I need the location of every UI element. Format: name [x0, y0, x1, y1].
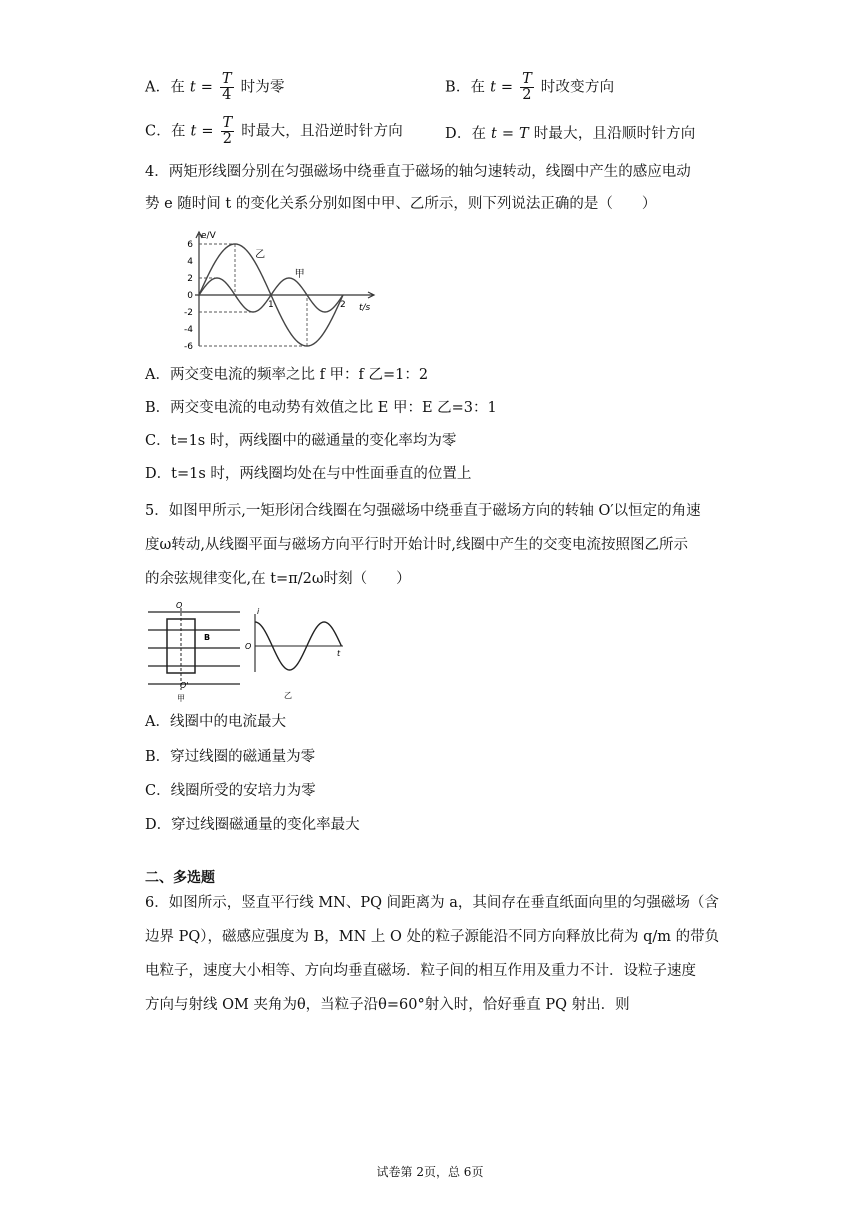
fig-label-o-top: O — [176, 601, 183, 610]
q3-var-t: t — [491, 126, 498, 142]
q3-option-b-suffix: 时改变方向 — [540, 79, 615, 96]
fig-label-yi: 乙 — [284, 691, 292, 700]
q3-option-b-prefix: B．在 — [445, 79, 486, 96]
q4-stem-line2: 势 e 随时间 t 的变化关系分别如图中甲、乙所示，则下列说法正确的是（ ） — [145, 196, 657, 212]
q5-fig-yi — [255, 614, 343, 672]
q3-option-c-prefix: C．在 — [145, 123, 186, 140]
q5-option-b: B．穿过线圈的磁通量为零 — [145, 749, 316, 765]
q3-option-c-fraction — [221, 116, 235, 147]
q5-figure — [140, 600, 355, 705]
q3-option-a-fraction — [220, 72, 234, 103]
q6-line4: 方向与射线 OM 夹角为θ，当粒子沿θ=60°射入时，恰好垂直 PQ 射出．则 — [145, 997, 630, 1013]
q3-option-a-suffix: 时为零 — [240, 79, 285, 96]
frac-num: T — [222, 115, 233, 131]
q5-option-c: C．线圈所受的安培力为零 — [145, 783, 316, 799]
q4-option-d: D．t=1s 时，两线圈均处在与中性面垂直的位置上 — [145, 466, 472, 482]
q5-fig-jia — [148, 608, 240, 690]
q3-var-t: t — [189, 79, 196, 96]
frac-num: T — [221, 71, 232, 87]
series-jia-label: 甲 — [294, 269, 305, 281]
frac-den: 2 — [522, 87, 532, 103]
x-tick-label: 2 — [340, 300, 346, 310]
y-tick-label: -4 — [184, 325, 193, 335]
q3-option-b: B．在 t = $\frac{T}{2}$ 时改变方向 — [445, 71, 615, 103]
q4-option-a: A．两交变电流的频率之比 f 甲：f 乙=1：2 — [145, 367, 429, 383]
q3-option-d: D．在 t = T 时最大，且沿顺时针方向 — [445, 126, 696, 142]
q3-option-b-fraction — [520, 72, 534, 103]
fig-label-o: O — [245, 642, 252, 651]
q3-var-t: t — [190, 123, 197, 140]
frac-den: 2 — [222, 131, 233, 147]
q4-chart — [175, 228, 380, 350]
fig-label-o-bottom: O' — [180, 681, 189, 690]
q5-option-a: A．线圈中的电流最大 — [145, 714, 286, 730]
q3-option-a: A．在 t = $\frac{T}{4}$ 时为零 — [145, 71, 285, 103]
x-tick-label: 1 — [268, 300, 274, 310]
q3-option-d-prefix: D．在 — [445, 126, 487, 142]
series-yi-label: 乙 — [255, 249, 266, 261]
q6-line1: 6．如图所示，竖直平行线 MN、PQ 间距离为 a，其间存在垂直纸面向里的匀强磁场（含 — [145, 895, 719, 911]
fig-label-i: i — [257, 607, 260, 616]
fig-label-b: B — [204, 633, 211, 642]
frac-den: 4 — [222, 87, 232, 103]
y-tick-label: 4 — [187, 257, 193, 267]
q5-option-d: D．穿过线圈磁通量的变化率最大 — [145, 817, 360, 833]
y-axis-label: e/V — [201, 231, 216, 241]
q3-option-d-var: T — [519, 126, 529, 142]
y-tick-label: 2 — [187, 274, 193, 284]
y-tick-label: -2 — [184, 308, 193, 318]
q4-option-c: C．t=1s 时，两线圈中的磁通量的变化率均为零 — [145, 433, 457, 449]
q6-line2: 边界 PQ），磁感应强度为 B，MN 上 O 处的粒子源能沿不同方向释放比荷为 q/m 的带负 — [145, 929, 720, 945]
q4-option-b: B．两交变电流的电动势有效值之比 E 甲：E 乙=3：1 — [145, 400, 497, 416]
page-footer: 试卷第 2页，总 6页 — [376, 1165, 484, 1179]
q3-option-c: C．在 t = $\frac{T}{2}$ 时最大，且沿逆时针方向 — [145, 115, 403, 147]
q4-stem-line1: 4．两矩形线圈分别在匀强磁场中绕垂直于磁场的轴匀速转动，线圈中产生的感应电动 — [145, 164, 691, 180]
q3-var-t: t — [490, 79, 497, 96]
q3-option-c-suffix: 时最大，且沿逆时针方向 — [241, 123, 403, 140]
fig-label-t: t — [337, 649, 341, 658]
q3-option-a-prefix: A．在 — [145, 79, 186, 96]
q5-stem-line3: 的余弦规律变化,在 t=π/2ω时刻（ ） — [145, 571, 411, 587]
section-heading: 二、多选题 — [145, 870, 215, 886]
q3-option-d-suffix: 时最大，且沿顺时针方向 — [533, 126, 696, 142]
q5-stem-line1: 5．如图甲所示,一矩形闭合线圈在匀强磁场中绕垂直于磁场方向的转轴 O′以恒定的角速 — [145, 503, 701, 519]
fig-label-jia: 甲 — [177, 694, 185, 703]
y-tick-label: 6 — [187, 240, 193, 250]
frac-num: T — [522, 71, 532, 87]
y-tick-label: 0 — [187, 291, 193, 301]
y-tick-label: -6 — [184, 342, 193, 350]
x-axis-label: t/s — [359, 303, 371, 313]
q5-stem-line2: 度ω转动,从线圈平面与磁场方向平行时开始计时,线圈中产生的交变电流按照图乙所示 — [145, 537, 689, 553]
q6-line3: 电粒子，速度大小相等、方向均垂直磁场．粒子间的相互作用及重力不计．设粒子速度 — [145, 963, 696, 979]
